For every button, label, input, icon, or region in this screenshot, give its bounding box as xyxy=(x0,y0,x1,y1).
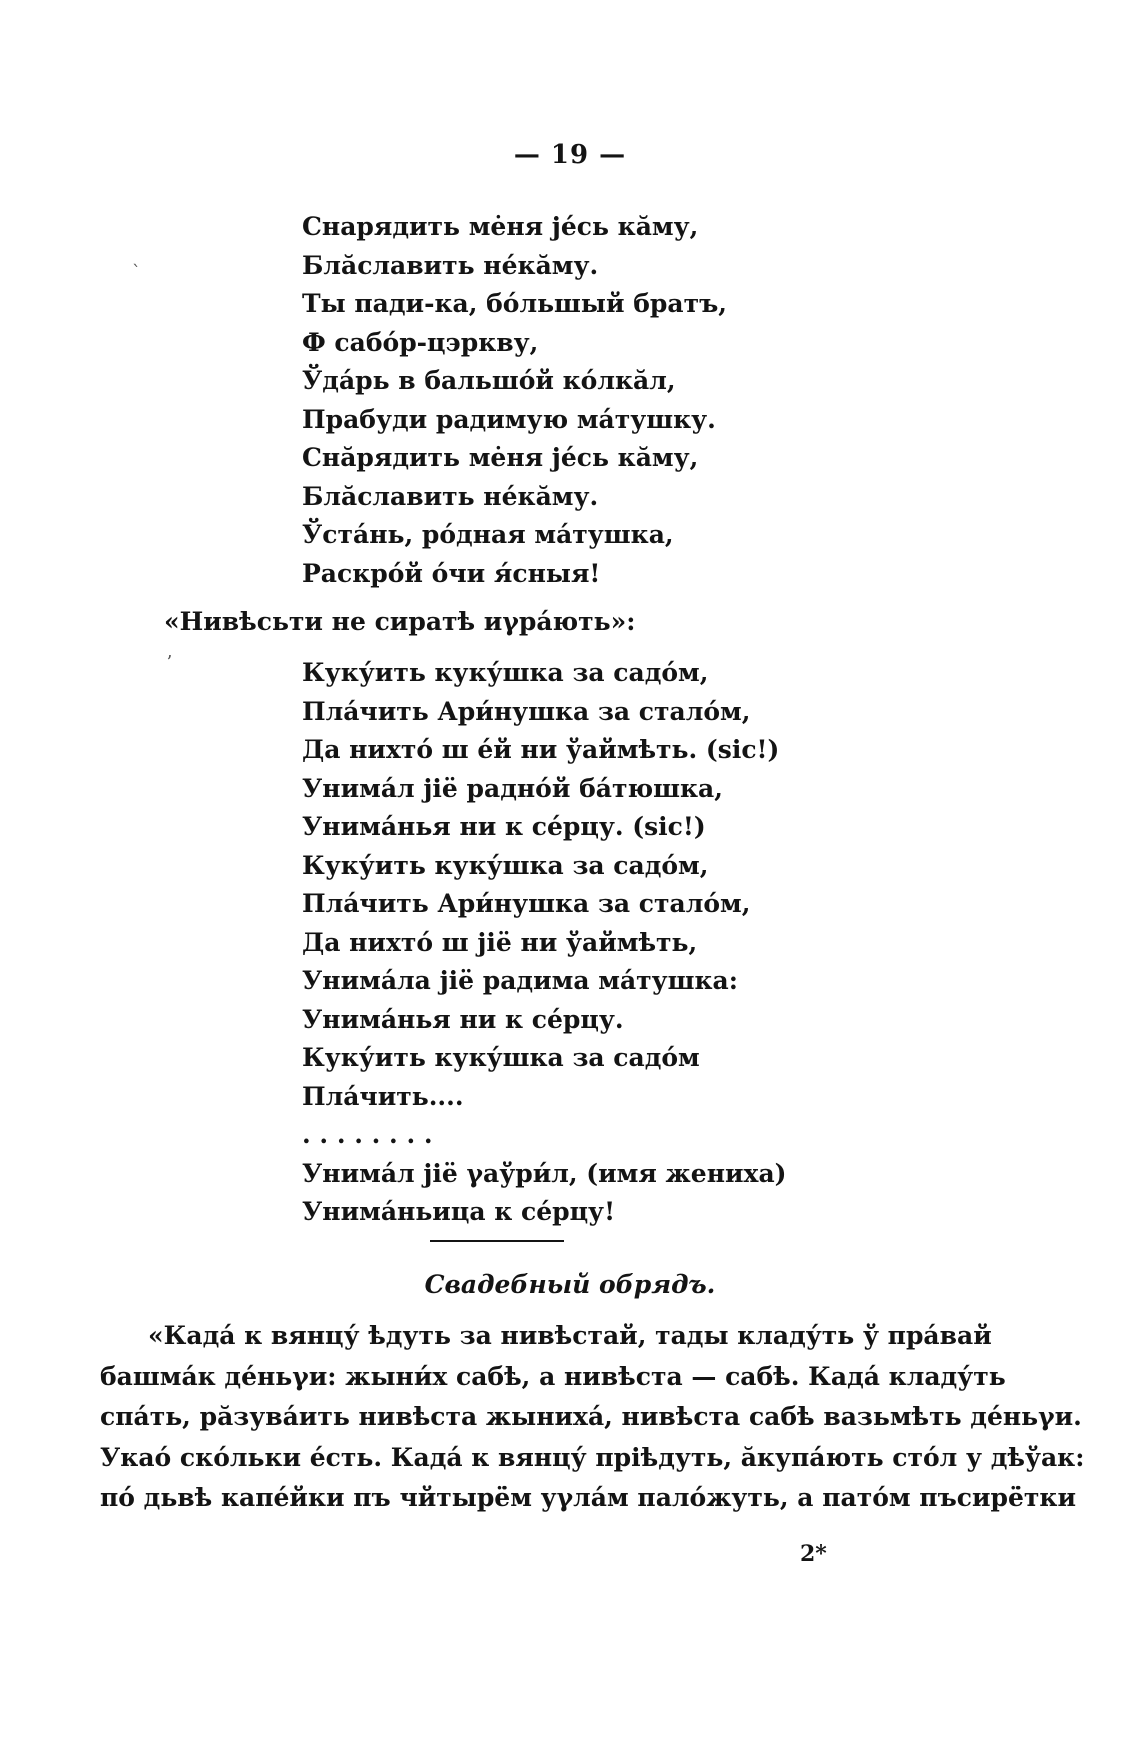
page-number: — 19 — xyxy=(513,140,627,170)
verse-line: Ф сабо́р-цэркву, xyxy=(302,327,539,357)
verse-line: Куку́ить куку́шка за садо́м, xyxy=(302,658,709,687)
verse-line: Раскро́й о́чи я́сныя! xyxy=(302,558,601,588)
section-divider xyxy=(430,1240,564,1242)
verse-line: Унима́нья ни к се́рцу. (sic!) xyxy=(302,812,706,841)
verse-line: Да нихто́ ш е́й ни ўаймѣть. (sic!) xyxy=(302,735,780,764)
section-title: Свадебный обрядъ. xyxy=(424,1270,716,1299)
verse-line: Пла́чить Ари́нушка за стало́м, xyxy=(302,889,751,918)
prose-line: башма́к де́ньγи: жыни́х сабѣ, а нивѣста — сабѣ. Када́ кладу́ть xyxy=(100,1361,1006,1391)
verse-line: Да нихто́ ш jiё ни ўаймѣть, xyxy=(302,927,698,957)
margin-tick-mark: ˋ xyxy=(132,262,141,283)
verse-line: Унима́нья ни к се́рцу. xyxy=(302,1004,624,1034)
prose-line: «Када́ к вянцу́ ѣдуть за нивѣстай, тады кладу́ть ў пра́вай xyxy=(148,1321,992,1350)
verse-line: Унима́ньица к се́рцу! xyxy=(302,1197,616,1226)
verse-line: Прабуди радимую ма́тушку. xyxy=(302,404,716,434)
verse-line: Ўста́нь, ро́дная ма́тушка, xyxy=(302,520,674,549)
verse-line: Ўда́рь в бальшо́й ко́лкӑл, xyxy=(302,366,676,395)
margin-tick-mark: ʼ xyxy=(166,652,172,673)
lament-verse xyxy=(302,208,727,593)
prose-line: спа́ть, рӑзува́ить нивѣста жыниха́, нивѣста сабѣ вазьмѣть де́ньγи. xyxy=(100,1402,1082,1431)
verse-line: Ты пади-ка, бо́льшый братъ, xyxy=(302,289,727,318)
verse-line: Пла́чить.... xyxy=(302,1081,464,1111)
prose-paragraph xyxy=(100,1316,1085,1519)
song-verse xyxy=(302,654,786,1232)
verse-line: Блӑславить не́кӑму. xyxy=(302,250,599,280)
song-heading: «Нивѣсьти не сиратѣ иγра́ють»: xyxy=(164,607,636,636)
verse-line: Снӑрядить ме̇ня jе́сь кӑму, xyxy=(302,443,699,472)
verse-line: Куку́ить куку́шка за садо́м, xyxy=(302,850,709,880)
verse-line: Унима́ла jiё радима ма́тушка: xyxy=(302,966,738,995)
verse-line: Пла́чить Ари́нушка за стало́м, xyxy=(302,696,751,726)
verse-line: Снарядить ме̇ня jе́сь кӑму, xyxy=(302,212,699,241)
printer-signature-mark: 2* xyxy=(800,1541,827,1567)
ellipsis-line: . . . . . . . . xyxy=(302,1120,433,1149)
verse-line: Унима́л jiё γаўри́л, (имя жениха) xyxy=(302,1158,787,1188)
prose-line: Укао́ ско́льки е́сть. Када́ к вянцу́ прiѣдуть, ӑкупа́ють сто́л у дѣўак: xyxy=(100,1442,1085,1472)
prose-line: по́ дьвѣ капе́йки пъ чйтырё̇м уγла́м пало́жуть, а пато́м пъсирё̇тки xyxy=(100,1483,1077,1512)
verse-line: Блӑславить не́кӑму. xyxy=(302,481,599,511)
verse-line: Унима́л jiё радно́й ба́тюшка, xyxy=(302,773,723,803)
verse-line: Куку́ить куку́шка за садо́м xyxy=(302,1043,700,1072)
